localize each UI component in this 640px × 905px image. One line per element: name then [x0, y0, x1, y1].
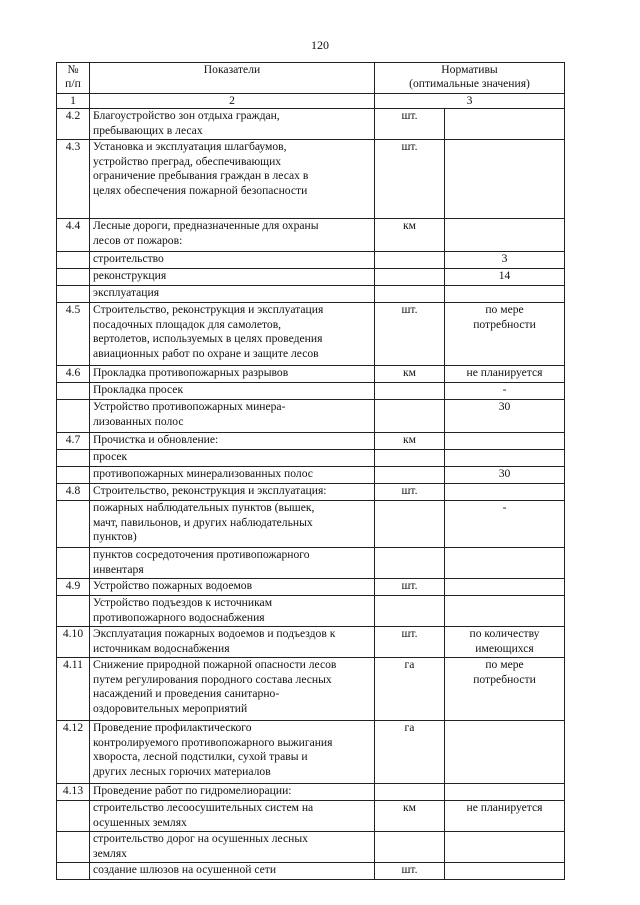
table-row [57, 467, 565, 484]
table-row [57, 548, 565, 579]
table-header-row [57, 63, 565, 94]
row-number: 4.7 [57, 433, 90, 450]
row-unit: га [375, 658, 445, 721]
row-number [57, 467, 90, 484]
row-indicator: Снижение природной пожарной опасности лесов путем регулирования породного состава лесных насаждений и проведения санитарно- оздоровительных мероприятий [90, 658, 375, 721]
row-unit [375, 252, 445, 269]
row-value: 30 [445, 467, 565, 484]
row-unit [375, 596, 445, 627]
row-indicator: Устройство противопожарных минера- лизованных полос [90, 400, 375, 433]
row-indicator: Прокладка просек [90, 383, 375, 400]
table-row [57, 627, 565, 658]
row-unit: км [375, 801, 445, 832]
row-unit [375, 400, 445, 433]
row-number: 4.3 [57, 140, 90, 219]
row-value: - [445, 383, 565, 400]
row-value: 30 [445, 400, 565, 433]
row-value [445, 596, 565, 627]
table-row [57, 596, 565, 627]
row-indicator: реконструкция [90, 269, 375, 286]
row-indicator: просек [90, 450, 375, 467]
table-row [57, 484, 565, 501]
header-indicators: Показатели [90, 63, 375, 94]
row-indicator: Прочистка и обновление: [90, 433, 375, 450]
row-value: 14 [445, 269, 565, 286]
table-row [57, 579, 565, 596]
row-unit: км [375, 219, 445, 252]
row-number [57, 286, 90, 303]
table-row [57, 433, 565, 450]
header-index-1: 1 [57, 94, 90, 109]
row-unit: шт. [375, 303, 445, 366]
row-number [57, 400, 90, 433]
row-indicator: Строительство, реконструкция и эксплуатация посадочных площадок для самолетов, вертолетов, используемых в целях проведения авиационных работ по охране и защите лесов [90, 303, 375, 366]
row-unit: км [375, 433, 445, 450]
row-number: 4.11 [57, 658, 90, 721]
row-indicator: противопожарных минерализованных полос [90, 467, 375, 484]
row-number [57, 269, 90, 286]
row-number [57, 383, 90, 400]
table-row [57, 863, 565, 880]
row-indicator: Эксплуатация пожарных водоемов и подъездов к источникам водоснабжения [90, 627, 375, 658]
row-value [445, 784, 565, 801]
row-value: - [445, 501, 565, 548]
row-unit [375, 467, 445, 484]
row-indicator: Строительство, реконструкция и эксплуатация: [90, 484, 375, 501]
row-value [445, 286, 565, 303]
row-unit: шт. [375, 109, 445, 140]
row-number: 4.4 [57, 219, 90, 252]
row-unit [375, 383, 445, 400]
row-unit: шт. [375, 863, 445, 880]
row-number [57, 832, 90, 863]
row-value [445, 484, 565, 501]
page-number: 120 [311, 38, 329, 52]
row-value: по количеству имеющихся [445, 627, 565, 658]
row-number: 4.6 [57, 366, 90, 383]
header-num: № п/п [57, 63, 90, 94]
row-indicator: строительство дорог на осушенных лесных землях [90, 832, 375, 863]
row-value: по мере потребности [445, 658, 565, 721]
header-norms: Нормативы (оптимальные значения) [375, 63, 565, 94]
row-indicator: строительство [90, 252, 375, 269]
row-indicator: пожарных наблюдательных пунктов (вышек, мачт, павильонов, и других наблюдательных пунктов) [90, 501, 375, 548]
row-indicator: создание шлюзов на осушенной сети [90, 863, 375, 880]
table-row [57, 366, 565, 383]
table-row [57, 140, 565, 219]
table-row [57, 784, 565, 801]
row-value [445, 450, 565, 467]
row-number [57, 596, 90, 627]
row-indicator: Лесные дороги, предназначенные для охраны лесов от пожаров: [90, 219, 375, 252]
row-unit: шт. [375, 484, 445, 501]
row-number: 4.9 [57, 579, 90, 596]
row-number: 4.13 [57, 784, 90, 801]
row-value [445, 140, 565, 219]
table-row [57, 109, 565, 140]
table-index-row [57, 94, 565, 109]
row-value: 3 [445, 252, 565, 269]
row-unit [375, 286, 445, 303]
row-unit [375, 501, 445, 548]
row-number [57, 548, 90, 579]
row-indicator: Проведение работ по гидромелиорации: [90, 784, 375, 801]
row-unit [375, 784, 445, 801]
row-number [57, 252, 90, 269]
row-number [57, 801, 90, 832]
row-indicator: Устройство пожарных водоемов [90, 579, 375, 596]
row-number: 4.10 [57, 627, 90, 658]
table-row [57, 269, 565, 286]
header-index-2: 2 [90, 94, 375, 109]
table-row [57, 303, 565, 366]
row-unit [375, 269, 445, 286]
row-number [57, 863, 90, 880]
row-unit: шт. [375, 627, 445, 658]
row-number: 4.2 [57, 109, 90, 140]
row-indicator: эксплуатация [90, 286, 375, 303]
table-row [57, 832, 565, 863]
table-row [57, 450, 565, 467]
row-number: 4.5 [57, 303, 90, 366]
row-indicator: строительство лесоосушительных систем на осушенных землях [90, 801, 375, 832]
row-indicator: Прокладка противопожарных разрывов [90, 366, 375, 383]
table-row [57, 501, 565, 548]
row-value: по мере потребности [445, 303, 565, 366]
row-unit [375, 548, 445, 579]
header-index-3: 3 [375, 94, 565, 109]
row-value [445, 863, 565, 880]
row-value [445, 109, 565, 140]
table-row [57, 286, 565, 303]
row-indicator: Установка и эксплуатация шлагбаумов, устройство преград, обеспечивающих ограничение пребывания граждан в лесах в целях обеспечения пожарной безопасности [90, 140, 375, 219]
row-number [57, 450, 90, 467]
table-row [57, 801, 565, 832]
norms-table [56, 62, 565, 880]
row-number: 4.8 [57, 484, 90, 501]
row-unit [375, 450, 445, 467]
row-unit [375, 832, 445, 863]
row-unit: шт. [375, 140, 445, 219]
row-number: 4.12 [57, 721, 90, 784]
row-indicator: пунктов сосредоточения противопожарного инвентаря [90, 548, 375, 579]
table-row [57, 252, 565, 269]
row-value: не планируется [445, 801, 565, 832]
row-unit: шт. [375, 579, 445, 596]
row-value [445, 433, 565, 450]
row-indicator: Устройство подъездов к источникам противопожарного водоснабжения [90, 596, 375, 627]
row-value [445, 219, 565, 252]
row-value: не планируется [445, 366, 565, 383]
row-value [445, 721, 565, 784]
row-indicator: Проведение профилактического контролируемого противопожарного выжигания хвороста, лесной подстилки, сухой травы и других лесных горючих материалов [90, 721, 375, 784]
table-row [57, 219, 565, 252]
table-row [57, 721, 565, 784]
row-value [445, 579, 565, 596]
table-row [57, 400, 565, 433]
table-row [57, 658, 565, 721]
row-value [445, 548, 565, 579]
table-row [57, 383, 565, 400]
row-unit: км [375, 366, 445, 383]
row-indicator: Благоустройство зон отдыха граждан, пребывающих в лесах [90, 109, 375, 140]
row-value [445, 832, 565, 863]
row-unit: га [375, 721, 445, 784]
row-number [57, 501, 90, 548]
